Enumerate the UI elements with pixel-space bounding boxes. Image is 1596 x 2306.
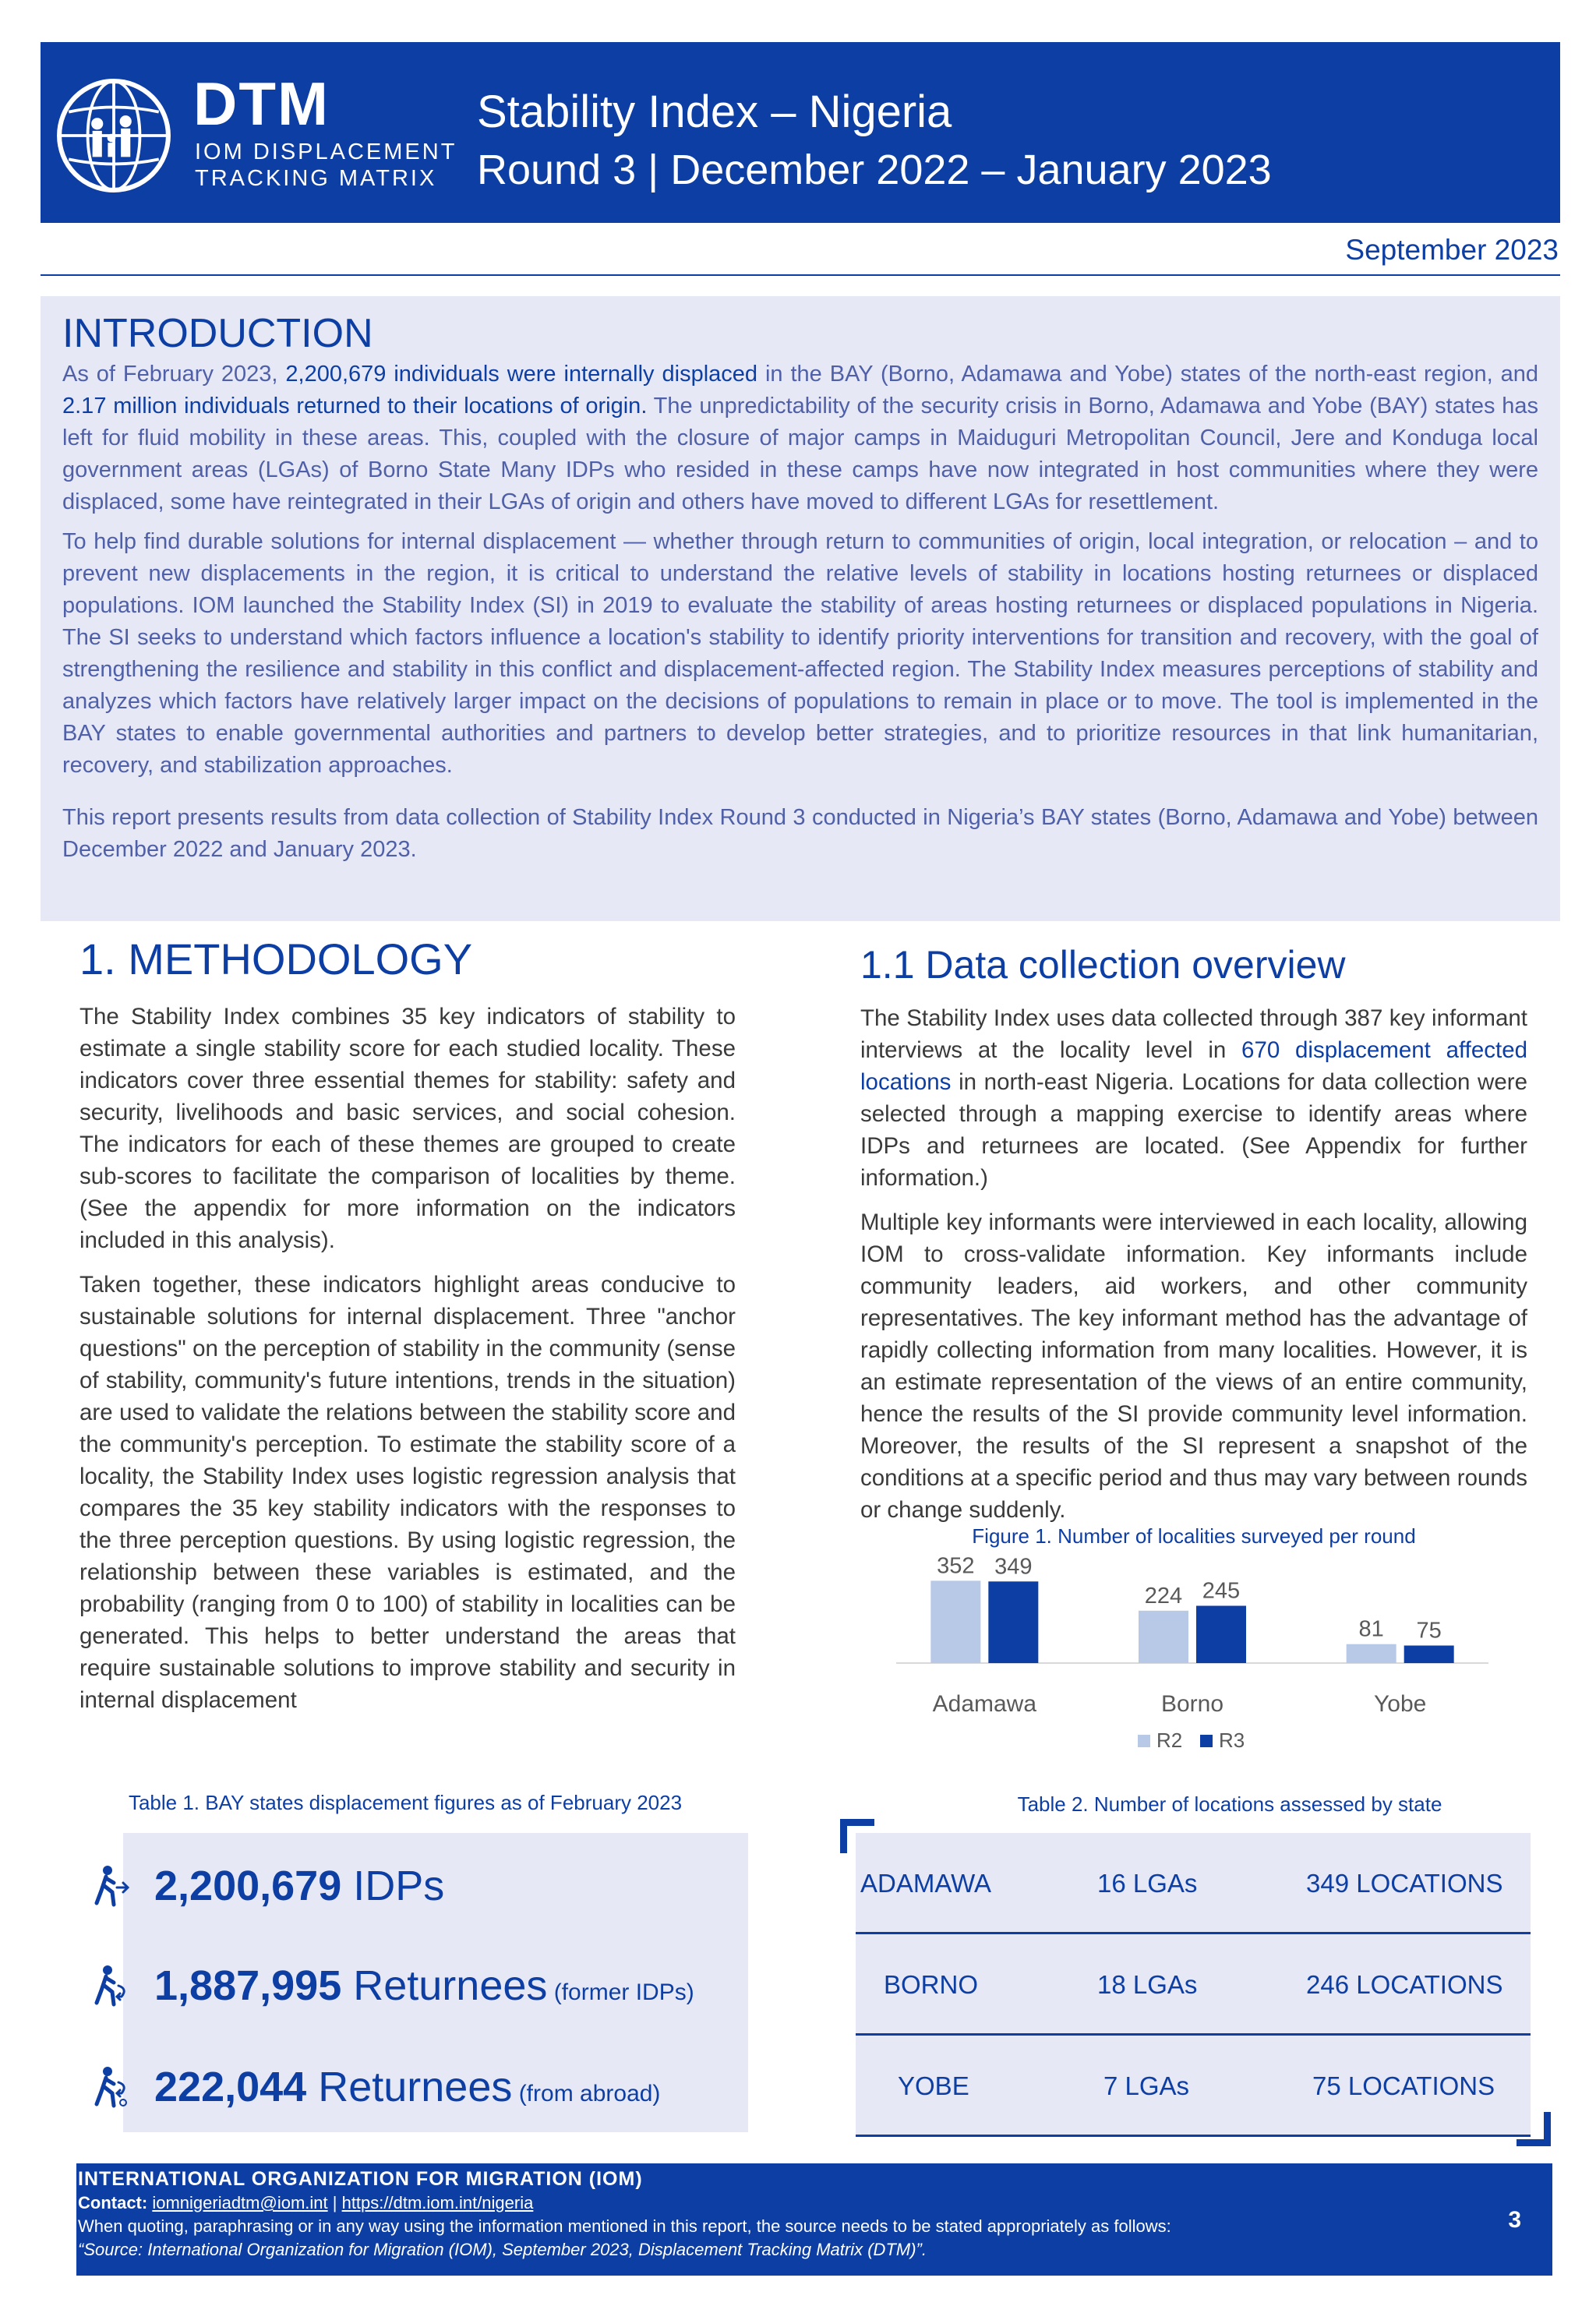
displacement-figures-table bbox=[123, 1833, 748, 2132]
corner-bracket-bottom-right bbox=[1517, 2112, 1551, 2146]
data-label: 352 bbox=[937, 1554, 975, 1579]
returnee-abroad-person-icon bbox=[90, 2064, 131, 2110]
methodology-section bbox=[79, 935, 736, 1729]
table-2-caption: Table 2. Number of locations assessed by state bbox=[1017, 1792, 1442, 1816]
logo-subtitle: IOM DISPLACEMENT TRACKING MATRIX bbox=[195, 139, 457, 191]
idp-person-arrow-icon bbox=[90, 1863, 131, 1909]
locations-by-state-table bbox=[856, 1833, 1531, 2137]
page-number: 3 bbox=[1508, 2207, 1521, 2233]
bar-r3-yobe bbox=[1404, 1646, 1454, 1664]
idp-figure-row: 2,200,679 IDPs bbox=[154, 1863, 444, 1916]
table-row: YOBE 7 LGAs 75 LOCATIONS bbox=[856, 2036, 1531, 2137]
returnee-person-icon bbox=[90, 1962, 131, 2009]
report-title: Stability Index – Nigeria bbox=[477, 87, 952, 137]
divider bbox=[41, 274, 1560, 276]
data-label: 349 bbox=[994, 1554, 1033, 1580]
data-collection-paragraph-2: Multiple key informants were interviewed in each locality, allowing IOM to cross-validate information. Key informants include community leaders, aid workers, and other community representatives. The key informant method has the advantage of rapidly collecting information from many localities. However, it is an estimate representation of the views of an entire community, hence the results of the SI provide community level information. Moreover, the results of the SI represent a snapshot of the conditions at a specific period and thus may vary between rounds or change suddenly. bbox=[860, 1210, 1527, 1523]
data-collection-section bbox=[860, 943, 1527, 1538]
bar-r3-adamawa bbox=[988, 1581, 1038, 1663]
footer-notice: When quoting, paraphrasing or in any way using the information mentioned in this report, the source needs to be stated appropriately as follows: bbox=[78, 2216, 1171, 2236]
data-label: 224 bbox=[1144, 1583, 1183, 1609]
logo-dtm-text: DTM bbox=[193, 69, 330, 138]
category-label: Yobe bbox=[1374, 1691, 1427, 1717]
data-label: 245 bbox=[1202, 1578, 1241, 1604]
table-row: ADAMAWA 16 LGAs 349 LOCATIONS bbox=[856, 1833, 1531, 1934]
footer-org: INTERNATIONAL ORGANIZATION FOR MIGRATION (IOM) bbox=[78, 2168, 643, 2190]
legend-label: R3 bbox=[1219, 1729, 1245, 1752]
data-label: 81 bbox=[1358, 1616, 1384, 1642]
data-collection-paragraph-1: The Stability Index uses data collected through 387 key informant interviews at the locality level in 670 displacement affected locations in north-east Nigeria. Locations for data collection were selected through a mapping exercise to identify areas where IDPs and returnees are located. (See Appendix for further information.) bbox=[860, 1005, 1528, 1191]
report-header bbox=[41, 42, 1560, 223]
introduction-heading: INTRODUCTION bbox=[62, 311, 373, 356]
intro-paragraph-3: This report presents results from data collection of Stability Index Round 3 conducted in Nigeria’s BAY states (Borno, Adamawa and Yobe) between December 2022 and January 2023. bbox=[62, 805, 1538, 862]
iom-globe-logo-icon bbox=[55, 76, 173, 195]
figure-1-caption: Figure 1. Number of localities surveyed per round bbox=[972, 1524, 1416, 1548]
intro-paragraph-2: To help find durable solutions for internal displacement — whether through return to communities of origin, local integration, or relocation – and to prevent new displacements in the region, it is critical to understand the relative levels of stability in locations hosting returnees or displaced populations. IOM launched the Stability Index (SI) in 2019 to evaluate the stability of areas hosting returnees or displaced populations in Nigeria. The SI seeks to understand which factors influence a location's stability to identify priority interventions for transition and recovery, with the goal of strengthening the resilience and stability in this conflict and displacement-affected region. The Stability Index measures perceptions of stability and analyzes which factors have relatively larger impact on the decisions of populations to remain in place or to move. The tool is implemented in the BAY states to enable governmental authorities and partners to develop better strategies, and to prioritize resources in that link humanitarian, recovery, and stabilization approaches. bbox=[62, 529, 1538, 778]
category-label: Borno bbox=[1160, 1691, 1224, 1717]
report-subtitle: Round 3 | December 2022 – January 2023 bbox=[477, 147, 1272, 193]
localities-bar-chart bbox=[881, 1554, 1504, 1764]
dtm-website-link[interactable]: https://dtm.iom.int/nigeria bbox=[341, 2193, 534, 2212]
bar-r2-yobe bbox=[1347, 1644, 1396, 1663]
legend-swatch-r2 bbox=[1138, 1735, 1150, 1747]
category-label: Adamawa bbox=[932, 1691, 1037, 1717]
returnees-former-idps-row: 1,887,995 Returnees (former IDPs) bbox=[154, 1962, 694, 2016]
data-collection-heading: 1.1 Data collection overview bbox=[860, 943, 1346, 987]
table-row: BORNO 18 LGAs 246 LOCATIONS bbox=[856, 1934, 1531, 2036]
table-1-caption: Table 1. BAY states displacement figures as of February 2023 bbox=[128, 1791, 683, 1814]
contact-email-link[interactable]: iomnigeriadtm@iom.int bbox=[152, 2193, 328, 2212]
intro-paragraph-1: As of February 2023, 2,200,679 individuals were internally displaced in the BAY (Borno, Adamawa and Yobe) states of the north-east region, and 2.17 million individuals returned to their locations of origin. The unpredictability of the security crisis in Borno, Adamawa and Yobe (BAY) states has left for fluid mobility in these areas. This, coupled with the closure of major camps in Maiduguri Metropolitan Council, Jere and Konduga local government areas (LGAs) of Borno State Many IDPs who resided in these camps have now integrated in host communities where they were displaced, some have reintegrated in their LGAs of origin and others have moved to different LGAs for resettlement. bbox=[62, 362, 1538, 514]
legend-label: R2 bbox=[1156, 1729, 1183, 1752]
data-label: 75 bbox=[1416, 1618, 1442, 1644]
bar-r2-adamawa bbox=[930, 1580, 980, 1663]
bar-r3-borno bbox=[1196, 1606, 1246, 1664]
introduction-panel bbox=[41, 296, 1560, 921]
methodology-heading: 1. METHODOLOGY bbox=[79, 934, 473, 983]
publication-date: September 2023 bbox=[1345, 234, 1559, 266]
footer-source: “Source: International Organization for Migration (IOM), September 2023, Displacement Tracking Matrix (DTM)”. bbox=[78, 2240, 927, 2259]
methodology-paragraph-2: Taken together, these indicators highlight areas conducive to sustainable solutions for internal displacement. Three "anchor questions" on the perception of stability in the community (sense of stability, community's future intentions, trends in the situation) are used to validate the relations between the stability score and the community's perception. To estimate the stability score of a locality, the Stability Index uses logistic regression analysis that compares the 35 key stability indicators with the responses to the three perception questions. By using logistic regression, the relationship between these variables is estimated, and the probability (ranging from 0 to 100) of stability in localities can be generated. This helps to better understand the areas that require sustainable solutions to improve stability and security in internal displacement bbox=[79, 1272, 736, 1713]
footer-contact: Contact: iomnigeriadtm@iom.int | https://dtm.iom.int/nigeria bbox=[78, 2193, 534, 2212]
report-footer bbox=[76, 2163, 1552, 2276]
returnees-from-abroad-row: 222,044 Returnees (from abroad) bbox=[154, 2064, 660, 2117]
bar-r2-borno bbox=[1139, 1611, 1188, 1663]
methodology-paragraph-1: The Stability Index combines 35 key indicators of stability to estimate a single stability score for each studied locality. These indicators cover three essential themes for stability: safety and security, livelihoods and basic services, and social cohesion. The indicators for each of these themes are grouped to create sub-scores to facilitate the comparison of localities by theme. (See the appendix for more information on the indicators included in this analysis). bbox=[79, 1004, 736, 1253]
legend-swatch-r3 bbox=[1200, 1735, 1213, 1747]
